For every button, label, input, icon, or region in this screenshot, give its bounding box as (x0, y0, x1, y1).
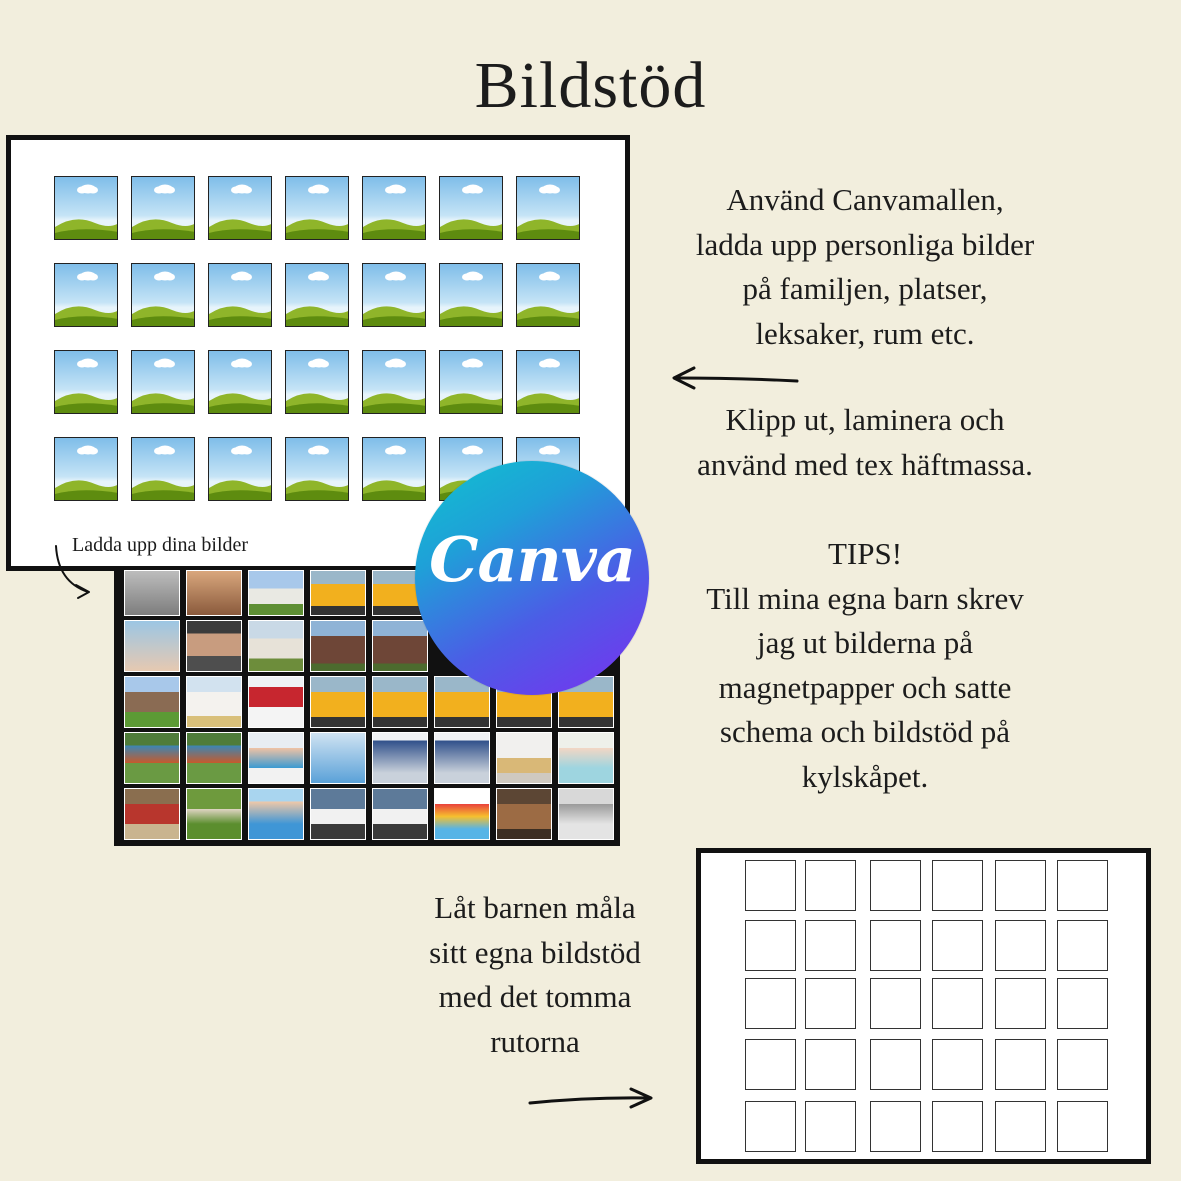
instructions-line: på familjen, platser, (742, 271, 988, 306)
instructions-line: ladda upp personliga bilder (695, 226, 1035, 262)
tips-heading: TIPS! (827, 536, 903, 571)
tips-line: jag ut bilderna på (756, 625, 974, 660)
kids-paint-line: rutorna (490, 1023, 580, 1059)
upload-label: Ladda upp dina bilder (72, 534, 249, 556)
canva-logo-text: Canva (429, 523, 635, 596)
page-title: Bildstöd (474, 49, 707, 122)
tips-line: Till mina egna barn skrev (706, 580, 1024, 616)
tips-line: magnetpapper och satte (718, 669, 1012, 705)
tips-line: schema och bildstöd på (719, 714, 1011, 749)
curved-arrow-icon (56, 546, 89, 598)
instructions-line: leksaker, rum etc. (755, 315, 975, 351)
kids-paint-line: med det tomma (438, 979, 632, 1014)
cut-out-line: använd med tex häftmassa. (697, 446, 1033, 482)
arrow-right-icon (530, 1089, 651, 1107)
kids-paint-line: sitt egna bildstöd (429, 934, 641, 970)
cut-out-line: Klipp ut, laminera och (725, 402, 1005, 437)
kids-paint-line: Låt barnen måla (434, 890, 636, 925)
arrow-left-icon (674, 368, 797, 388)
tips-line: kylskåpet. (801, 758, 929, 794)
instructions-line: Använd Canvamallen, (726, 182, 1004, 217)
